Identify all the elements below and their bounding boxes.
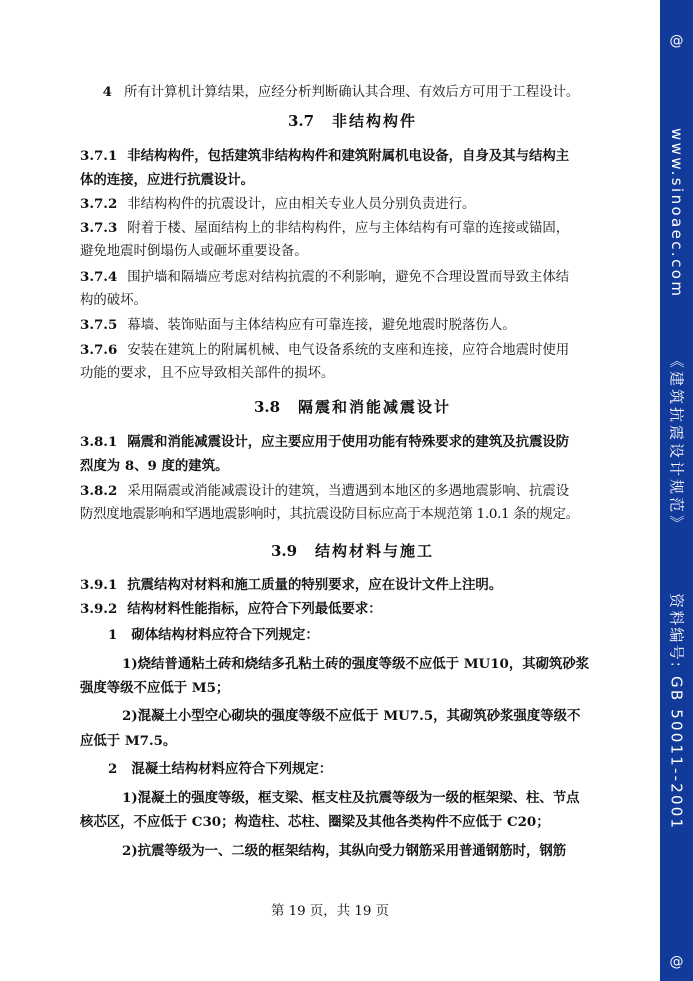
sub-clause-text-cont: 应低于 M7.5。 <box>80 733 177 749</box>
item-text: 所有计算机计算结果，应经分析判断确认其合理、有效后方可用于工程设计。 <box>124 85 580 100</box>
clause-number: 3.7.2 <box>80 196 118 212</box>
clause-number: 3.7.1 <box>80 148 118 164</box>
clause-number: 3.9.2 <box>80 601 118 617</box>
clause-text: 隔震和消能减震设计，应主要应用于使用功能有特殊要求的建筑及抗震设防 <box>127 434 570 450</box>
clause-number: 3.7.3 <box>80 220 118 236</box>
sub-item-2 <box>108 759 653 779</box>
clause-text-cont: 功能的要求，且不应导致相关部件的损坏。 <box>80 366 335 381</box>
clause-text-cont: 防烈度地震影响和罕遇地震影响时，其抗震设防目标应高于本规范第 1.0.1 条的规定。 <box>80 507 579 522</box>
at-symbol-bottom: @ <box>669 954 684 970</box>
clause-text: 非结构构件的抗震设计，应由相关专业人员分别负责进行。 <box>127 197 476 212</box>
clause-number: 3.8.1 <box>80 434 118 450</box>
clause-text: 围护墙和隔墙应考虑对结构抗震的不利影响，避免不合理设置而导致主体结 <box>127 270 570 285</box>
section-title: 隔震和消能减震设计 <box>298 398 452 416</box>
clause-3-7-2 <box>80 194 625 215</box>
clause-3-9-1 <box>80 575 625 595</box>
clause-text: 抗震结构对材料和施工质量的特别要求，应在设计文件上注明。 <box>127 577 503 593</box>
clause-text: 非结构构件，包括建筑非结构构件和建筑附属机电设备，自身及其与结构主 <box>127 148 570 164</box>
sub-clause-text: 1)烧结普通粘土砖和烧结多孔粘土砖的强度等级不应低于 MU10，其砌筑砂浆 <box>122 656 590 672</box>
clause-3-7-5 <box>80 315 625 336</box>
clause-3-9-2 <box>80 599 625 619</box>
clause-number: 3.9.1 <box>80 577 118 593</box>
clause-text: 附着于楼、屋面结构上的非结构构件，应与主体结构有可靠的连接或锚固， <box>127 221 570 236</box>
clause-text: 安装在建筑上的附属机械、电气设备系统的支座和连接，应符合地震时使用 <box>127 343 570 358</box>
clause-number: 3.8.2 <box>80 483 118 499</box>
section-number: 3.7 <box>287 112 315 130</box>
sidebar-doc-number: 资料编号: GB 50011--2001 <box>667 593 685 831</box>
sub-clause-text: 2)抗震等级为一、二级的框架结构，其纵向受力钢筋采用普通钢筋时，钢筋 <box>122 843 567 859</box>
at-symbol-top: @ <box>669 33 684 49</box>
clause-text: 采用隔震或消能减震设计的建筑，当遭遇到本地区的多遇地震影响、抗震设 <box>127 484 570 499</box>
clause-3-8-1 <box>80 432 625 452</box>
sub-clause-text-cont: 强度等级不应低于 M5； <box>80 680 230 696</box>
page-footer: 第 19 页，共 19 页 <box>270 904 390 919</box>
clause-text-cont: 烈度为 8、9 度的建筑。 <box>80 458 229 474</box>
clause-text-cont: 体的连接，应进行抗震设计。 <box>80 172 255 188</box>
sub-item-text: 砌体结构材料应符合下列规定： <box>131 627 319 643</box>
section-heading-3-9 <box>80 540 625 562</box>
sidebar-book-title: 《建筑抗震设计规范》 <box>667 353 685 534</box>
sidebar-banner <box>660 0 693 981</box>
clause-3-8-2 <box>80 481 625 502</box>
sub-clause-text-cont: 核芯区，不应低于 C30；构造柱、芯柱、圈梁及其他各类构件不应低于 C20； <box>80 814 550 830</box>
clause-text: 幕墙、装饰贴面与主体结构应有可靠连接，避免地震时脱落伤人。 <box>127 318 516 333</box>
clause-3-7-4 <box>80 267 625 288</box>
section-heading-3-7 <box>80 110 625 132</box>
clause-3-7-3 <box>80 218 625 239</box>
section-title: 非结构构件 <box>332 112 418 130</box>
clause-text-cont: 避免地震时倒塌伤人或砸坏重要设备。 <box>80 244 308 259</box>
sub-item-number: 2 <box>108 761 118 777</box>
section-title: 结构材料与施工 <box>315 542 435 560</box>
clause-number: 3.7.6 <box>80 342 118 358</box>
sub-item-1 <box>108 625 653 645</box>
sub-clause-text: 2)混凝土小型空心砌块的强度等级不应低于 MU7.5，其砌筑砂浆强度等级不 <box>122 708 581 724</box>
sub-item-text: 混凝土结构材料应符合下列规定： <box>131 761 333 777</box>
section-number: 3.8 <box>253 398 281 416</box>
clause-text: 结构材料性能指标，应符合下列最低要求： <box>127 601 382 617</box>
item-number: 4 <box>102 84 112 100</box>
clause-number: 3.7.5 <box>80 317 118 333</box>
section-heading-3-8 <box>80 396 625 418</box>
section-number: 3.9 <box>270 542 298 560</box>
clause-text-cont: 构的破坏。 <box>80 293 147 308</box>
clause-3-7-1 <box>80 146 625 166</box>
sidebar-website: www.sinoaec.com <box>667 128 686 299</box>
sub-clause-text: 1)混凝土的强度等级，框支梁、框支柱及抗震等级为一级的框架梁、柱、节点 <box>122 790 580 806</box>
sub-item-number: 1 <box>108 627 118 643</box>
item-4 <box>80 82 625 103</box>
clause-number: 3.7.4 <box>80 269 118 285</box>
clause-3-7-6 <box>80 340 625 361</box>
